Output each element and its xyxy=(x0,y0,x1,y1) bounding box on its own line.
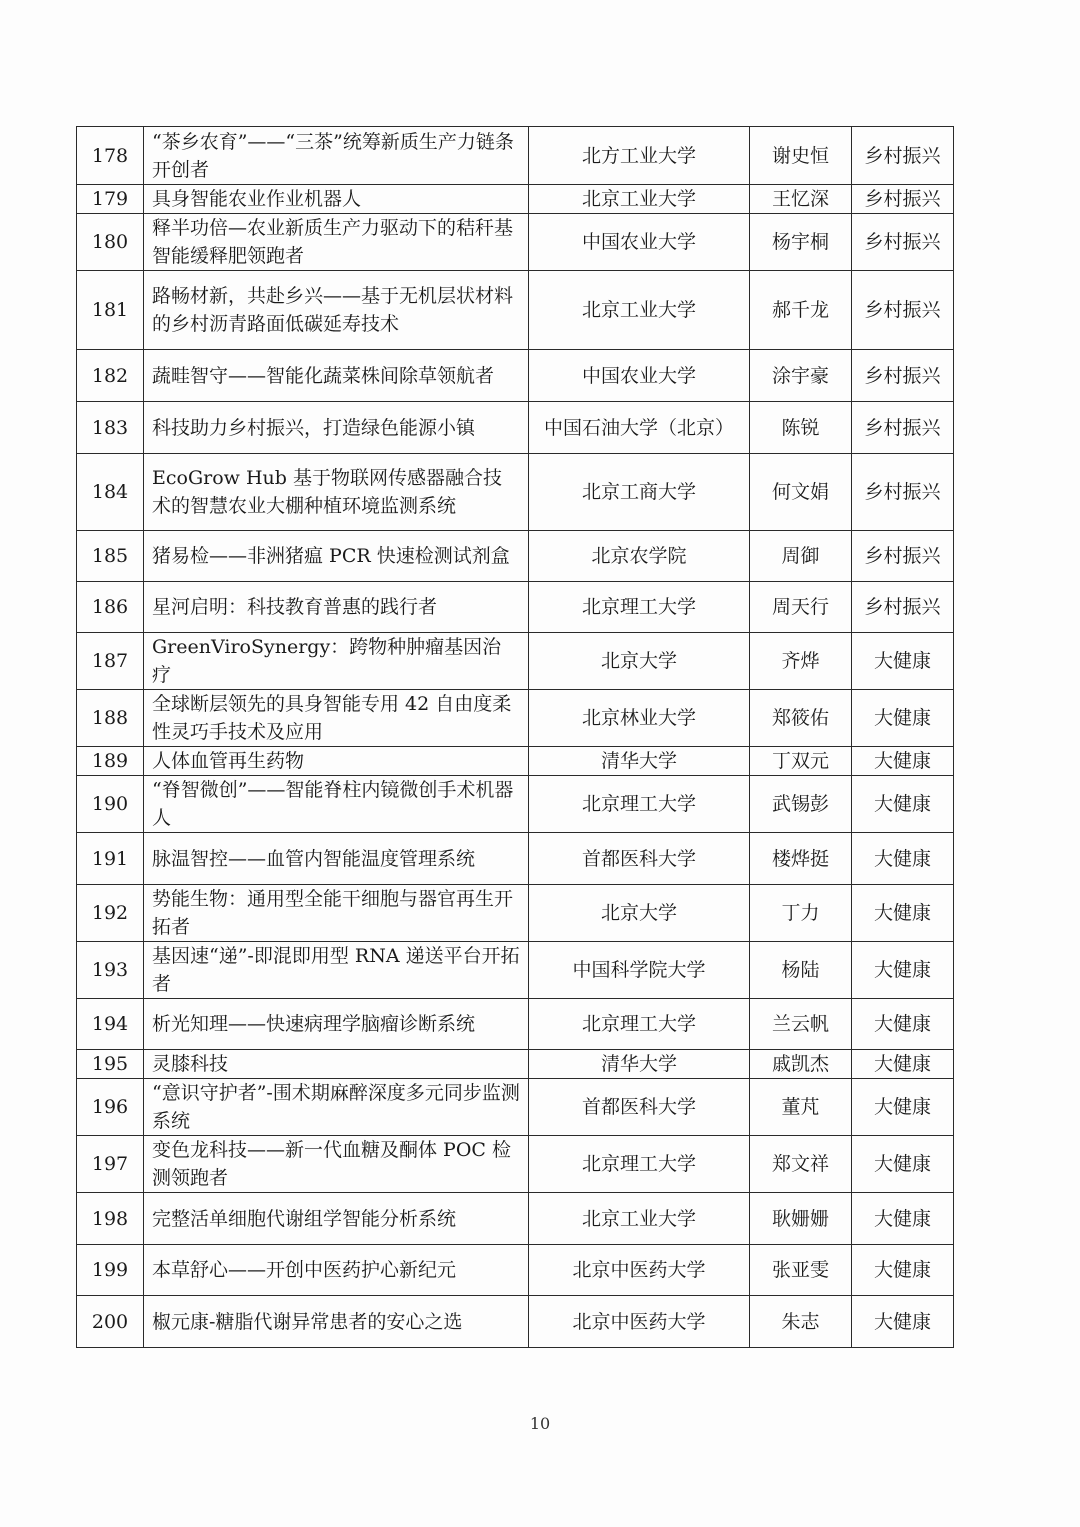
leader-name: 杨宇桐 xyxy=(750,214,852,271)
row-number: 192 xyxy=(77,885,144,942)
project-name: 科技助力乡村振兴，打造绿色能源小镇 xyxy=(144,402,529,454)
table-row xyxy=(77,127,954,185)
table-row xyxy=(77,582,954,633)
school-name: 清华大学 xyxy=(529,1050,750,1079)
leader-name: 楼烨挺 xyxy=(750,833,852,885)
row-number: 185 xyxy=(77,531,144,582)
category: 大健康 xyxy=(852,999,954,1050)
leader-name: 郑文祥 xyxy=(750,1136,852,1193)
project-name: 路畅材新，共赴乡兴——基于无机层状材料的乡村沥青路面低碳延寿技术 xyxy=(144,271,529,350)
project-name: 释半功倍—农业新质生产力驱动下的秸秆基智能缓释肥领跑者 xyxy=(144,214,529,271)
school-name: 北京理工大学 xyxy=(529,999,750,1050)
school-name: 北京农学院 xyxy=(529,531,750,582)
project-name: “意识守护者”-围术期麻醉深度多元同步监测系统 xyxy=(144,1079,529,1136)
category: 乡村振兴 xyxy=(852,454,954,531)
table-row xyxy=(77,885,954,942)
school-name: 清华大学 xyxy=(529,747,750,776)
category: 大健康 xyxy=(852,1296,954,1348)
leader-name: 涂宇豪 xyxy=(750,350,852,402)
row-number: 181 xyxy=(77,271,144,350)
category: 乡村振兴 xyxy=(852,531,954,582)
leader-name: 张亚雯 xyxy=(750,1245,852,1296)
category: 大健康 xyxy=(852,885,954,942)
row-number: 182 xyxy=(77,350,144,402)
leader-name: 丁双元 xyxy=(750,747,852,776)
row-number: 200 xyxy=(77,1296,144,1348)
project-name: 完整活单细胞代谢组学智能分析系统 xyxy=(144,1193,529,1245)
school-name: 北京理工大学 xyxy=(529,582,750,633)
row-number: 189 xyxy=(77,747,144,776)
leader-name: 耿姗姗 xyxy=(750,1193,852,1245)
school-name: 北京中医药大学 xyxy=(529,1245,750,1296)
table-row xyxy=(77,531,954,582)
project-name: 人体血管再生药物 xyxy=(144,747,529,776)
project-name: 本草舒心——开创中医药护心新纪元 xyxy=(144,1245,529,1296)
project-name: 势能生物：通用型全能干细胞与器官再生开拓者 xyxy=(144,885,529,942)
leader-name: 杨陆 xyxy=(750,942,852,999)
leader-name: 陈锐 xyxy=(750,402,852,454)
project-list-table xyxy=(76,126,954,1348)
row-number: 194 xyxy=(77,999,144,1050)
leader-name: 王忆深 xyxy=(750,185,852,214)
row-number: 191 xyxy=(77,833,144,885)
project-name: 基因速“递”-即混即用型 RNA 递送平台开拓者 xyxy=(144,942,529,999)
row-number: 190 xyxy=(77,776,144,833)
row-number: 188 xyxy=(77,690,144,747)
table-row xyxy=(77,833,954,885)
school-name: 中国农业大学 xyxy=(529,214,750,271)
category: 大健康 xyxy=(852,1193,954,1245)
category: 大健康 xyxy=(852,776,954,833)
table-row xyxy=(77,1050,954,1079)
row-number: 184 xyxy=(77,454,144,531)
row-number: 197 xyxy=(77,1136,144,1193)
category: 大健康 xyxy=(852,1079,954,1136)
leader-name: 谢史恒 xyxy=(750,127,852,185)
category: 大健康 xyxy=(852,1245,954,1296)
leader-name: 戚凯杰 xyxy=(750,1050,852,1079)
project-name: “脊智微创”——智能脊柱内镜微创手术机器人 xyxy=(144,776,529,833)
leader-name: 丁力 xyxy=(750,885,852,942)
school-name: 北京理工大学 xyxy=(529,776,750,833)
project-name: 脉温智控——血管内智能温度管理系统 xyxy=(144,833,529,885)
school-name: 中国科学院大学 xyxy=(529,942,750,999)
category: 大健康 xyxy=(852,633,954,690)
leader-name: 董芃 xyxy=(750,1079,852,1136)
project-name: 椒元康-糖脂代谢异常患者的安心之选 xyxy=(144,1296,529,1348)
category: 乡村振兴 xyxy=(852,185,954,214)
table-row xyxy=(77,402,954,454)
project-name: 蔬畦智守——智能化蔬菜株间除草领航者 xyxy=(144,350,529,402)
row-number: 193 xyxy=(77,942,144,999)
project-name: 析光知理——快速病理学脑瘤诊断系统 xyxy=(144,999,529,1050)
table-row xyxy=(77,1079,954,1136)
table-row xyxy=(77,350,954,402)
table-row xyxy=(77,454,954,531)
school-name: 首都医科大学 xyxy=(529,1079,750,1136)
row-number: 179 xyxy=(77,185,144,214)
category: 大健康 xyxy=(852,942,954,999)
category: 乡村振兴 xyxy=(852,402,954,454)
project-name: EcoGrow Hub 基于物联网传感器融合技术的智慧农业大棚种植环境监测系统 xyxy=(144,454,529,531)
table-row xyxy=(77,1193,954,1245)
school-name: 中国石油大学（北京） xyxy=(529,402,750,454)
category: 大健康 xyxy=(852,690,954,747)
table-row xyxy=(77,747,954,776)
leader-name: 武锡彭 xyxy=(750,776,852,833)
category: 乡村振兴 xyxy=(852,271,954,350)
project-name: 猪易检——非洲猪瘟 PCR 快速检测试剂盒 xyxy=(144,531,529,582)
row-number: 178 xyxy=(77,127,144,185)
leader-name: 齐烨 xyxy=(750,633,852,690)
project-name: 灵膝科技 xyxy=(144,1050,529,1079)
school-name: 北方工业大学 xyxy=(529,127,750,185)
school-name: 北京大学 xyxy=(529,885,750,942)
project-name: 具身智能农业作业机器人 xyxy=(144,185,529,214)
school-name: 北京中医药大学 xyxy=(529,1296,750,1348)
project-name: 全球断层领先的具身智能专用 42 自由度柔性灵巧手技术及应用 xyxy=(144,690,529,747)
category: 乡村振兴 xyxy=(852,127,954,185)
category: 大健康 xyxy=(852,1136,954,1193)
table-row xyxy=(77,1136,954,1193)
table-row xyxy=(77,271,954,350)
leader-name: 郝千龙 xyxy=(750,271,852,350)
school-name: 北京工业大学 xyxy=(529,185,750,214)
category: 大健康 xyxy=(852,747,954,776)
table-row xyxy=(77,185,954,214)
table-row xyxy=(77,942,954,999)
row-number: 180 xyxy=(77,214,144,271)
row-number: 196 xyxy=(77,1079,144,1136)
table-row xyxy=(77,1245,954,1296)
leader-name: 郑筱佑 xyxy=(750,690,852,747)
table-body xyxy=(77,127,954,1348)
category: 乡村振兴 xyxy=(852,214,954,271)
school-name: 北京林业大学 xyxy=(529,690,750,747)
project-name: “茶乡农育”——“三茶”统筹新质生产力链条开创者 xyxy=(144,127,529,185)
school-name: 中国农业大学 xyxy=(529,350,750,402)
row-number: 198 xyxy=(77,1193,144,1245)
school-name: 北京工业大学 xyxy=(529,1193,750,1245)
school-name: 北京工业大学 xyxy=(529,271,750,350)
school-name: 首都医科大学 xyxy=(529,833,750,885)
table-row xyxy=(77,1296,954,1348)
school-name: 北京理工大学 xyxy=(529,1136,750,1193)
leader-name: 周御 xyxy=(750,531,852,582)
page-number: 10 xyxy=(529,1414,551,1433)
table-row xyxy=(77,214,954,271)
project-name: 变色龙科技——新一代血糖及酮体 POC 检测领跑者 xyxy=(144,1136,529,1193)
row-number: 183 xyxy=(77,402,144,454)
leader-name: 何文娟 xyxy=(750,454,852,531)
row-number: 187 xyxy=(77,633,144,690)
table-row xyxy=(77,633,954,690)
row-number: 195 xyxy=(77,1050,144,1079)
school-name: 北京大学 xyxy=(529,633,750,690)
project-name: 星河启明：科技教育普惠的践行者 xyxy=(144,582,529,633)
row-number: 199 xyxy=(77,1245,144,1296)
leader-name: 朱志 xyxy=(750,1296,852,1348)
project-name: GreenViroSynergy：跨物种肿瘤基因治疗 xyxy=(144,633,529,690)
category: 大健康 xyxy=(852,1050,954,1079)
row-number: 186 xyxy=(77,582,144,633)
category: 乡村振兴 xyxy=(852,350,954,402)
category: 乡村振兴 xyxy=(852,582,954,633)
table-row xyxy=(77,999,954,1050)
table-row xyxy=(77,690,954,747)
leader-name: 兰云帆 xyxy=(750,999,852,1050)
leader-name: 周天行 xyxy=(750,582,852,633)
category: 大健康 xyxy=(852,833,954,885)
table-row xyxy=(77,776,954,833)
school-name: 北京工商大学 xyxy=(529,454,750,531)
